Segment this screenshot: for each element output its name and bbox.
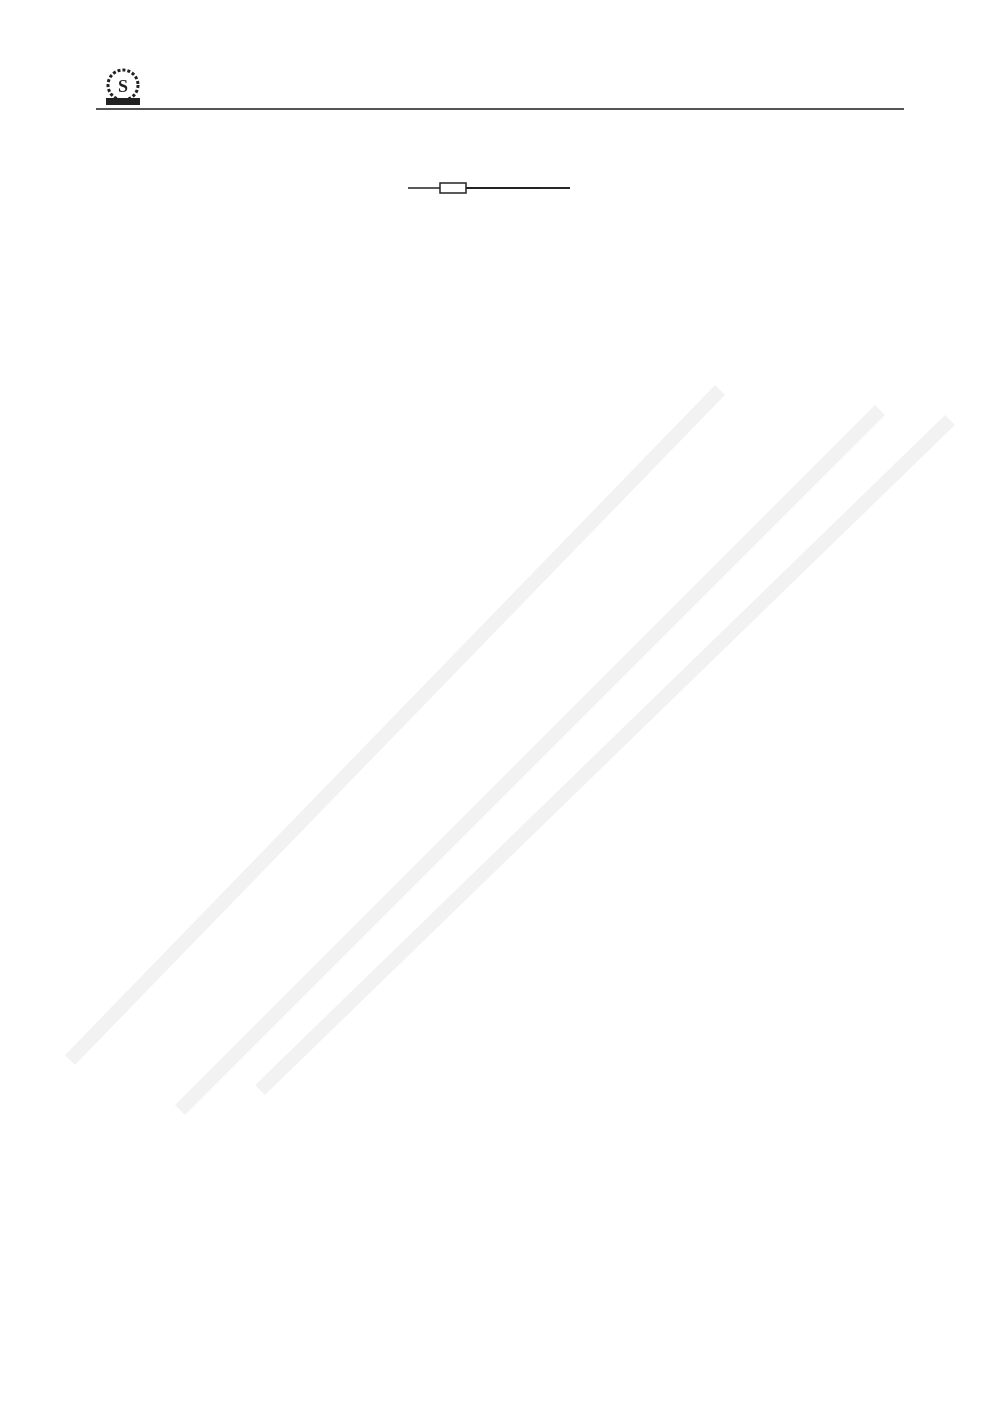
header-divider	[96, 108, 904, 110]
publisher-logo-icon	[100, 67, 146, 107]
svg-text:S: S	[117, 76, 129, 96]
circuit-diagram-a	[340, 160, 670, 340]
